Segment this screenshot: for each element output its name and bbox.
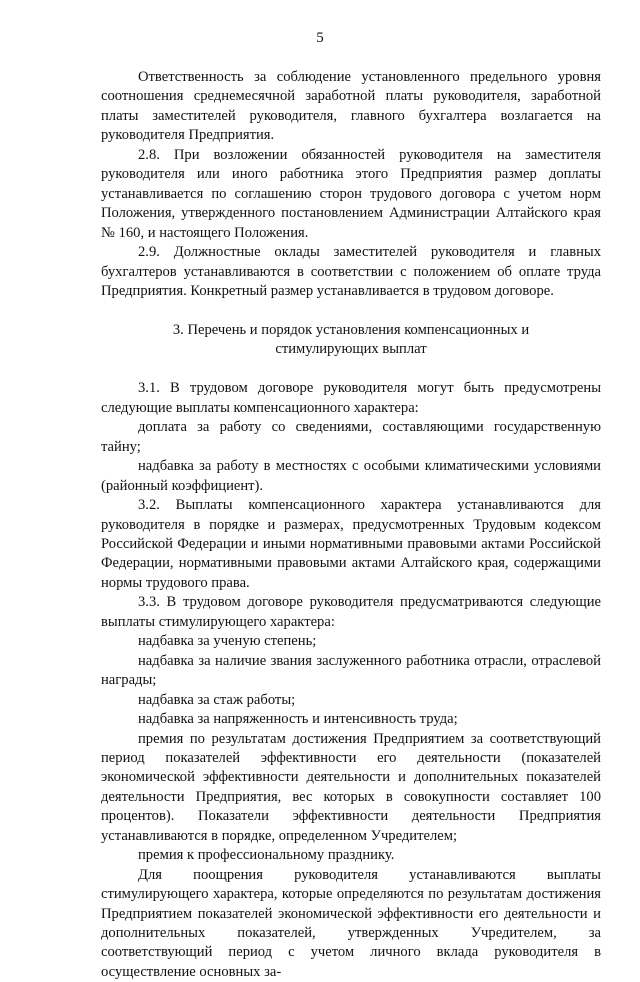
document-body (101, 68, 601, 982)
list-item: надбавка за стаж работы; (138, 691, 296, 708)
paragraph-3-3: 3.3. В трудовом договоре руководителя предусматриваются следующие выплаты стимулирующего характера: (101, 594, 601, 630)
section-heading-line2: стимулирующих выплат (275, 341, 427, 358)
list-item: надбавка за работу в местностях с особыми климатическими условиями (районный коэффициент). (101, 458, 601, 494)
section-heading (101, 321, 601, 360)
list-item: надбавка за напряженность и интенсивность труда; (138, 711, 458, 728)
list-item: надбавка за наличие звания заслуженного работника отрасли, отраслевой награды; (101, 652, 601, 689)
paragraph-2-9: 2.9. Должностные оклады заместителей руководителя и главных бухгалтеров устанавливаются в соответствии с положением об оплате труда Предприятия. Конкретный размер устанавливается в трудовом договоре. (101, 244, 601, 299)
paragraph-3-2: 3.2. Выплаты компенсационного характера устанавливаются для руководителя в порядке и размерах, предусмотренных Трудовым кодексом Российской Федерации и иными нормативными правовыми актами Российской Федерации, нормативными правовыми актами Алтайского края, содержащими нормы трудового права. (101, 497, 601, 591)
paragraph: Для поощрения руководителя устанавливаются выплаты стимулирующего характера, которые определяются по результатам достижения Предприятием показателей экономической эффективности его деятельности и дополнительных показателей, утвержденных Учредителем, за соответствующий период с учетом личного вклада руководителя в осуществление основных за- (101, 866, 601, 980)
list-item: премия по результатам достижения Предприятием за соответствующий период показателей эффективности его деятельности (показателей экономической эффективности деятельности и дополнительных показателей деятельности Предприятия, вес которых в совокупности составляет 100 процентов). Показатели эффективности деятельности Предприятия устанавливаются в порядке, определенном Учредителем; (101, 730, 601, 844)
paragraph: Ответственность за соблюдение установленного предельного уровня соотношения среднемесячной заработной платы руководителя, заработной платы заместителей руководителя, главного бухгалтера возлагается на руководителя Предприятия. (101, 69, 601, 144)
list-item: доплата за работу со сведениями, составляющими государственную тайну; (101, 419, 601, 455)
paragraph-2-8: 2.8. При возложении обязанностей руководителя на заместителя руководителя или иного работника этого Предприятия размер доплаты устанавливается по соглашению сторон трудового договора с учетом норм Положения, утвержденного постановлением Администрации Алтайского края № 160, и настоящего Положения. (101, 146, 601, 241)
list-item: премия к профессиональному празднику. (138, 847, 395, 864)
page-number: 5 (316, 30, 324, 46)
section-heading-line1: 3. Перечень и порядок установления компенсационных и (172, 321, 530, 338)
list-item: надбавка за ученую степень; (138, 633, 317, 650)
paragraph-3-1: 3.1. В трудовом договоре руководителя могут быть предусмотрены следующие выплаты компенсационного характера: (101, 380, 601, 416)
